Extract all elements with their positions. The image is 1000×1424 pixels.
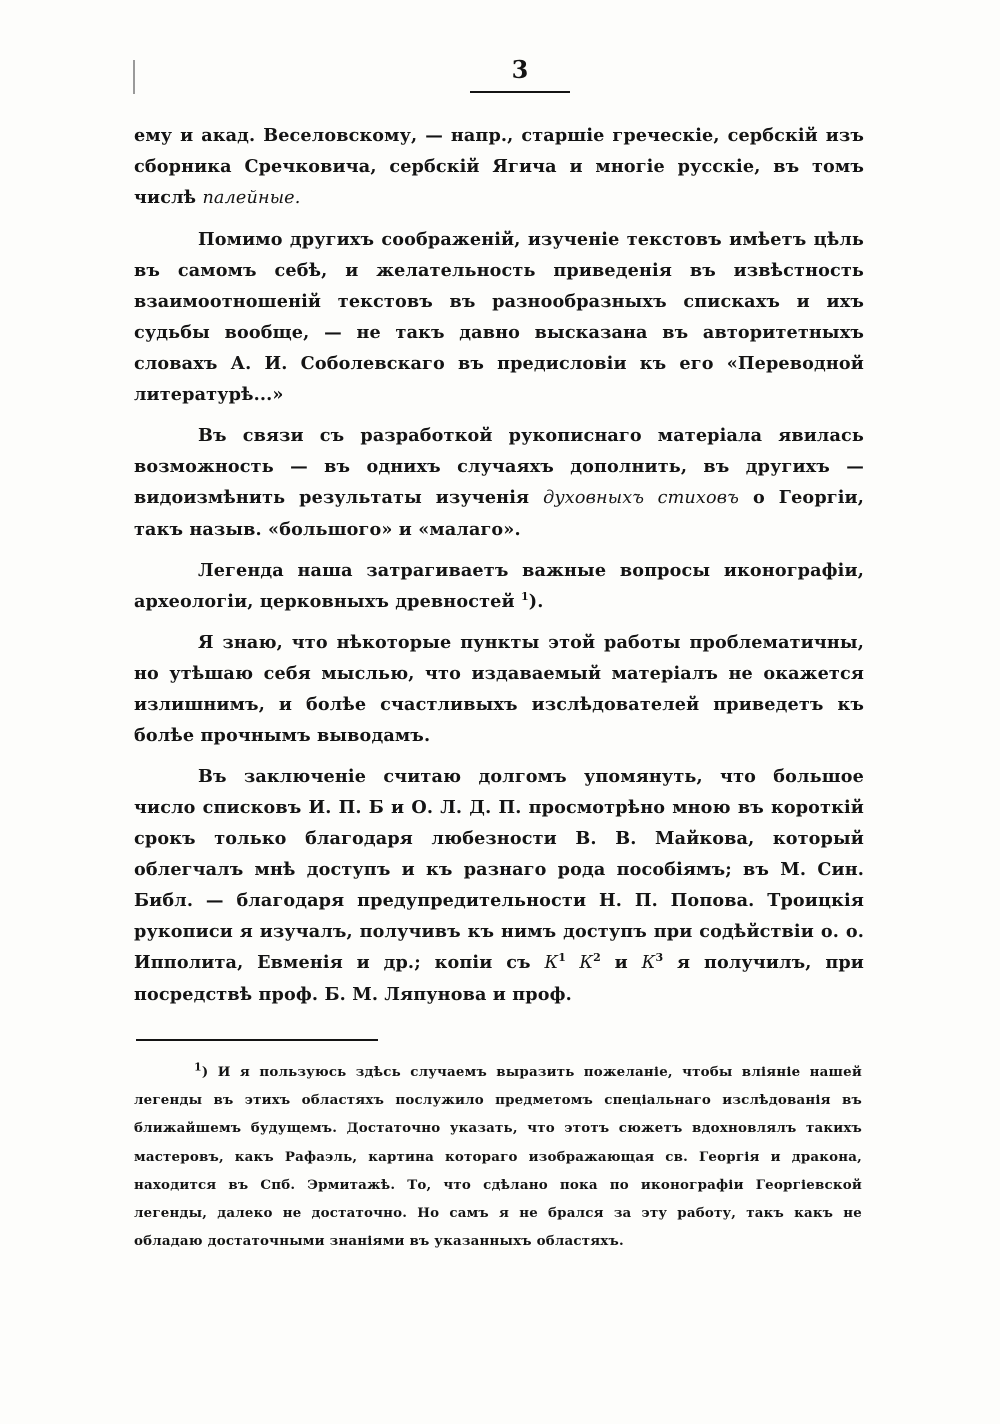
paragraph-3-before: Въ связи съ разработкой рукописнаго матеріала явилась возможность — въ однихъ случаяхъ дополнить, въ другихъ — видоизмѣнить результаты изученія	[134, 425, 864, 508]
footnote-reference: 1	[520, 590, 529, 604]
manuscript-k3: К	[641, 953, 656, 973]
paragraph-6-before: Въ заключеніе считаю долгомъ упомянуть, что большое число списковъ И. П. Б и О. Л. Д. П. просмотрѣно мною въ короткій срокъ только благодаря любезности В. В. Майкова, который облегчалъ мнѣ доступъ и къ разнаго рода пособіямъ; въ М. Син. Библ. — благодаря предупредительности Н. П. Попова. Троицкія рукописи я изучалъ, получивъ къ нимъ доступъ при содѣйствіи о. о. Ипполита, Евменія и др.; копіи съ	[134, 766, 864, 973]
paragraph-6-mid: и	[600, 952, 642, 973]
page-number-underline	[470, 91, 570, 93]
paragraph-6	[134, 761, 864, 1010]
footnote-marker: 1	[194, 1060, 202, 1074]
paragraph-3	[134, 420, 864, 545]
paragraph-4-after: ).	[528, 591, 544, 612]
footnote-1-text: ) И я пользуюсь здѣсь случаемъ выразить пожеланіе, чтобы вліяніе нашей легенды въ этихъ областяхъ послужило предметомъ спеціальнаго изслѣдованія въ ближайшемъ будущемъ. Достаточно указать, что этотъ сюжетъ вдохновлялъ такихъ мастеровъ, какъ Рафаэль, картина котораго изображающая св. Георгія и дракона, находится въ Спб. Эрмитажѣ. То, что сдѣлано пока по иконографіи Георгіевской легенды, далеко не достаточно. Но самъ я не брался за эту работу, такъ какъ не обладаю достаточными знаніями въ указанныхъ областяхъ.	[134, 1064, 862, 1250]
paragraph-3-italic: духовныхъ стиховъ	[543, 488, 739, 508]
manuscript-k2-sup: 2	[593, 951, 601, 965]
manuscript-k1-sup: 1	[558, 951, 567, 965]
paragraph-1-italic: палейные.	[202, 188, 301, 208]
main-text	[134, 120, 864, 1020]
paragraph-5: Я знаю, что нѣкоторые пункты этой работы проблематичны, но утѣшаю себя мыслью, что издаваемый матеріалъ не окажется излишнимъ, и болѣе счастливыхъ изслѣдователей приведетъ къ болѣе прочнымъ выводамъ.	[134, 632, 864, 746]
manuscript-k1: К	[544, 953, 559, 973]
paragraph-4	[134, 555, 864, 617]
paragraph-1	[134, 120, 864, 214]
manuscript-k3-sup: 3	[655, 951, 664, 965]
scan-margin-mark	[133, 60, 135, 94]
footnote-1	[134, 1058, 862, 1255]
footnote-separator	[136, 1039, 378, 1041]
paragraph-3-after: о Георгіи, такъ назыв. «большого» и «малаго».	[134, 487, 865, 540]
paragraph-6-after: я получилъ, при посредствѣ проф. Б. М. Ляпунова и проф.	[134, 952, 865, 1005]
page-number: 3	[511, 55, 529, 84]
paragraph-4-text: Легенда наша затрагиваетъ важные вопросы иконографіи, археологіи, церковныхъ древностей	[134, 560, 864, 612]
manuscript-k2: К	[566, 953, 594, 973]
paragraph-2: Помимо другихъ соображеній, изученіе текстовъ имѣетъ цѣль въ самомъ себѣ, и желательность приведенія въ извѣстность взаимоотношеній текстовъ въ разнообразныхъ спискахъ и ихъ судьбы вообще, — не такъ давно высказана въ авторитетныхъ словахъ А. И. Соболевскаго въ предисловіи къ его «Переводной литературѣ...»	[134, 229, 864, 405]
paragraph-1-text: ему и акад. Веселовскому, — напр., старшіе греческіе, сербскій изъ сборника Сречковича, сербскій Ягича и многіе русскіе, въ томъ числѣ	[134, 125, 864, 208]
footnotes	[134, 1058, 862, 1255]
